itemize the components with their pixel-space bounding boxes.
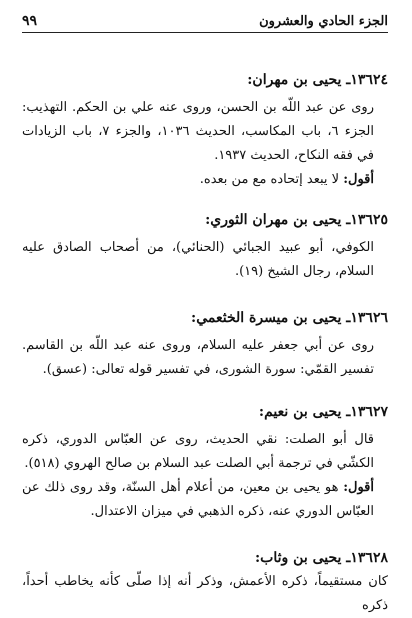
note-text: هو يحيى بن معين، من أعلام أهل السنّة، وقد روى ذلك عن العبّاس الدوري عنه، ذكره الذهبي في ميزان الاعتدال. xyxy=(22,480,374,519)
entry-13627 xyxy=(22,402,388,524)
running-header xyxy=(22,10,388,33)
note-text: لا يبعد إتحاده مع من بعده. xyxy=(199,172,344,187)
entry-title: ١٣٦٢٥ـ يحيى بن مهران الثوري: xyxy=(205,212,388,228)
author-note xyxy=(22,476,388,524)
entry-text: قال أبو الصلت: نقي الحديث، روى عن العبّاس الدوري، ذكره الكشّي في ترجمة أبي الصلت عبد السلام بن صالح الهروي (٥١٨). xyxy=(22,432,374,471)
author-note xyxy=(22,168,388,192)
entry-text: الكوفي، أبو عبيد الجبائي (الحنائي)، من أصحاب الصادق عليه السلام، رجال الشيخ (١٩). xyxy=(22,240,374,279)
entry-title: ١٣٦٢٧ـ يحيى بن نعيم: xyxy=(258,404,388,420)
entry-13626 xyxy=(22,308,388,382)
entry-text: روى عن عبد اللّه بن الحسن، وروى عنه علي بن الحكم. التهذيب: الجزء ٦، باب المكاسب، الحديث ١٠٣٦، والجزء ٧، باب الزيادات في فقه النكاح، الحديث ١٩٣٧. xyxy=(22,100,374,163)
entry-13628 xyxy=(22,548,388,618)
entry-title: ١٣٦٢٨ـ يحيى بن وثاب: xyxy=(255,550,388,566)
entry-text: كان مستقيماً، ذكره الأعمش، وذكر أنه إذا صلّى كأنه يخاطب أحداً، ذكره xyxy=(22,574,388,613)
note-label: أقول: xyxy=(343,172,374,187)
entry-title: ١٣٦٢٦ـ يحيى بن ميسرة الخثعمي: xyxy=(191,310,388,326)
entry-title: ١٣٦٢٤ـ يحيى بن مهران: xyxy=(247,72,388,88)
note-label: أقول: xyxy=(343,480,374,495)
header-title: الجزء الحادي والعشرون xyxy=(259,13,388,29)
page-number: ٩٩ xyxy=(22,13,38,29)
entry-13625 xyxy=(22,210,388,284)
entry-13624 xyxy=(22,70,388,192)
entry-text: روى عن أبي جعفر عليه السلام، وروى عنه عبد اللّه بن القاسم. تفسير القمّي: سورة الشورى، في تفسير قوله تعالى: (عسق). xyxy=(22,338,374,377)
